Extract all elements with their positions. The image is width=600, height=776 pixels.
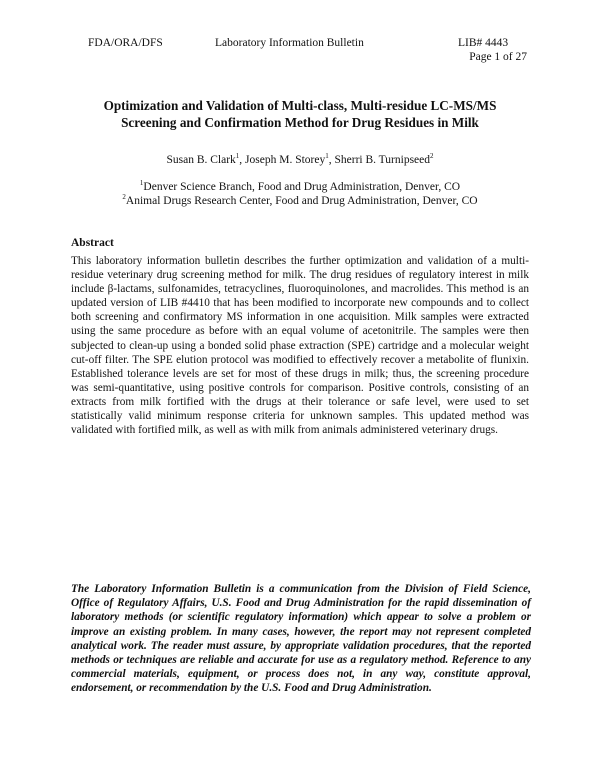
affiliation-text: Denver Science Branch, Food and Drug Administration, Denver, CO xyxy=(143,181,461,193)
header-division: FDA/ORA/DFS xyxy=(88,37,163,49)
document-title xyxy=(40,97,560,131)
affiliation xyxy=(40,195,560,207)
title-line-2: Screening and Confirmation Method for Drug Residues in Milk xyxy=(121,115,479,130)
affiliation xyxy=(40,181,560,193)
author-separator: , xyxy=(328,154,335,166)
abstract-body: This laboratory information bulletin describes the further optimization and validation of a multi-residue veterinary drug screening method for milk. The drug residues of regulatory interest in milk include β-lactams, sulfonamides, tetracyclines, fluoroquinolones, and macrolides. This method is an updated version of LIB #4410 that has been modified to incorporate new compounds and to collect both screening and confirmatory MS information in one acquisition. Milk samples were extracted using the same procedure as before with an equal volume of acetonitrile. The samples were then subjected to clean-up using a bonded solid phase extraction (SPE) cartridge and a molecular weight cut-off filter. The SPE elution protocol was modified to effectively recover a metabolite of flunixin. Established tolerance levels are set for most of these drugs in milk; thus, the screening procedure was semi-quantitative, using positive controls for comparison. Positive controls, consisting of an extracts from milk fortified with the drugs at their tolerance or safe level, were used to set statistically valid minimum response criteria for unknown samples. This updated method was validated with fortified milk, as well as with milk from animals administered veterinary drugs. xyxy=(71,255,529,437)
affiliation-marker: 1 xyxy=(139,179,144,188)
header-bulletin-name: Laboratory Information Bulletin xyxy=(215,37,364,49)
disclaimer-text: The Laboratory Information Bulletin is a communication from the Division of Field Science, Office of Regulatory Affairs, U.S. Food and Drug Administration for the rapid dissemination of laboratory methods (or scientific regulatory information) which appear to solve a problem or improve an existing problem. In many cases, however, the report may not represent completed analytical work. The reader must assure, by appropriate validation procedures, that the reported methods or techniques are reliable and accurate for use as a regulatory method. Reference to any commercial materials, equipment, or process does not, in any way, constitute approval, endorsement, or recommendation by the U.S. Food and Drug Administration. xyxy=(71,583,531,695)
author-affiliation-marker: 2 xyxy=(430,152,434,161)
affiliation-text: Animal Drugs Research Center, Food and Drug Administration, Denver, CO xyxy=(125,195,478,207)
author-name: Sherri B. Turnipseed xyxy=(334,154,431,166)
author-affiliation-marker: 1 xyxy=(325,152,329,161)
title-line-1: Optimization and Validation of Multi-class, Multi-residue LC-MS/MS xyxy=(103,98,497,113)
author-name: Joseph M. Storey xyxy=(245,154,326,166)
author-separator: , xyxy=(239,154,246,166)
author-list xyxy=(40,154,560,166)
header-page-number: Page 1 of 27 xyxy=(469,51,527,63)
affiliation-marker: 2 xyxy=(122,193,126,202)
abstract-heading: Abstract xyxy=(71,237,114,249)
author-affiliation-marker: 1 xyxy=(235,152,240,161)
header-lib-number: LIB# 4443 xyxy=(458,37,509,49)
author-name: Susan B. Clark xyxy=(166,154,236,166)
